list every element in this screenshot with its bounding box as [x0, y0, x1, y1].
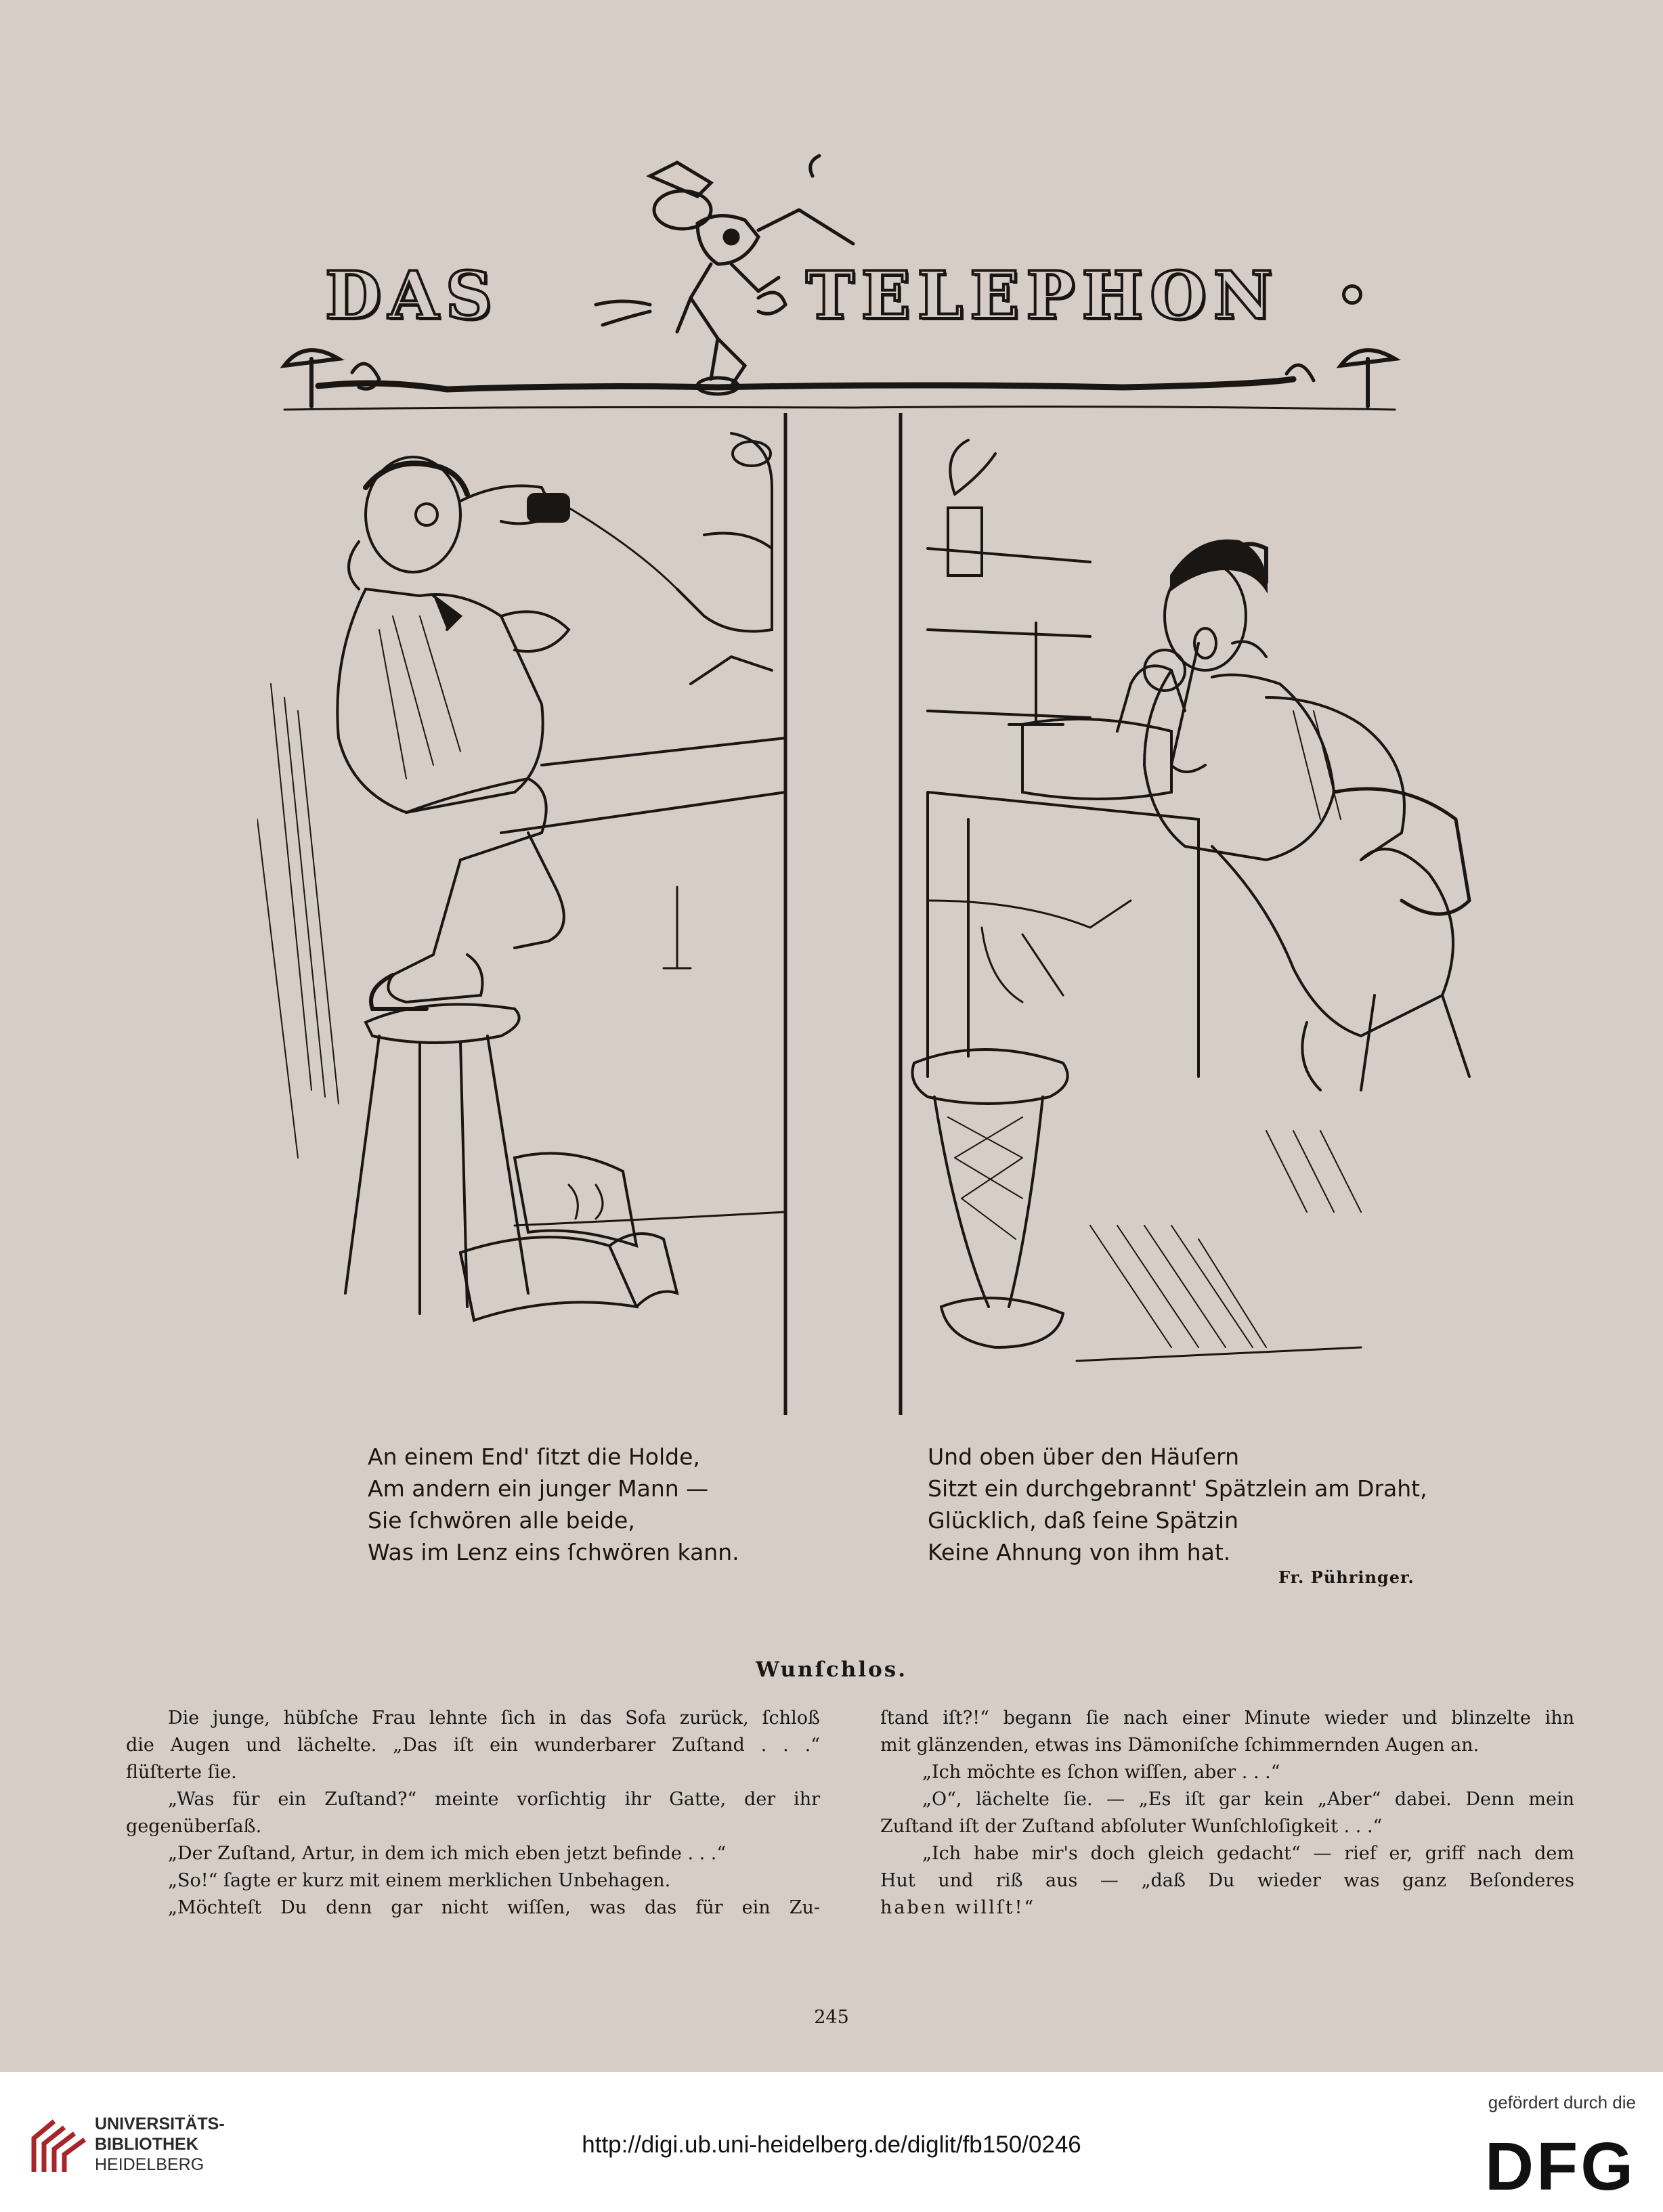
story-line: „Der Zuſtand, Artur, in dem ich mich eben jetzt befinde . . .“ — [168, 1843, 727, 1864]
story-line: „Möchteſt Du denn gar nicht wiſſen, was das für ein Zu- — [168, 1897, 820, 1918]
title-word-right: TELEPHON — [806, 257, 1280, 334]
story-line: „Ich habe mir's doch gleich gedacht“ — rief er, griff nach dem — [922, 1843, 1574, 1864]
poem-line: Sie ſchwören alle beide, — [368, 1507, 635, 1534]
story-line: die Augen und lächelte. „Das iſt ein wunderbarer Zuſtand . . .“ — [126, 1735, 820, 1756]
page-number: 245 — [814, 2007, 849, 2028]
story-right-column — [880, 1705, 1574, 1922]
funding-note: gefördert durch die — [1488, 2092, 1636, 2112]
story-line: „So!“ ſagte er kurz mit einem merklichen Unbehagen. — [168, 1870, 671, 1891]
story-line: ſtand iſt?!“ begann ſie nach einer Minute wieder und blinzelte ihn — [880, 1708, 1574, 1729]
poem-line: Keine Ahnung von ihm hat. — [928, 1539, 1231, 1565]
story-line: „O“, lächelte ſie. — „Es iſt gar kein „Aber“ dabei. Denn mein — [922, 1789, 1574, 1810]
story-line: mit glänzenden, etwas ins Dämoniſche ſchimmernden Augen an. — [880, 1735, 1480, 1756]
illustration-young-man — [257, 413, 799, 1415]
poem-line: Am andern ein junger Mann — — [368, 1475, 709, 1502]
poem-line: Was im Lenz eins ſchwören kann. — [368, 1539, 739, 1565]
poem-line: Glücklich, daß ſeine Spätzin — [928, 1507, 1238, 1534]
story-left-column — [126, 1705, 820, 1922]
illustration-young-woman — [887, 413, 1483, 1415]
poem-author: Fr. Pühringer. — [1278, 1567, 1414, 1587]
story-line: Zuſtand iſt der Zuſtand abſoluter Wunſchloſigkeit . . .“ — [880, 1816, 1383, 1837]
title-word-left: DAS — [325, 257, 500, 334]
dfg-logo: DFG — [1484, 2129, 1636, 2205]
library-line: HEIDELBERG — [95, 2155, 204, 2174]
permalink-url[interactable]: http://digi.ub.uni-heidelberg.de/diglit/fb150/0246 — [582, 2131, 1081, 2158]
poem-left-stanza — [368, 1441, 739, 1568]
story-title: Wunſchlos. — [755, 1657, 908, 1682]
story-line: „Was für ein Zuſtand?“ meinte vorſichtig ihr Gatte, der ihr — [168, 1789, 820, 1810]
story-line: flüſterte ſie. — [126, 1762, 237, 1783]
story-line: gegenüberſaß. — [126, 1816, 262, 1837]
viewer-footer — [0, 2072, 1663, 2212]
title-ornament-dot — [1342, 284, 1362, 305]
story-line: haben willſt!“ — [880, 1897, 1036, 1918]
story-line: Die junge, hübſche Frau lehnte ſich in das Sofa zurück, ſchloß — [168, 1708, 820, 1729]
poem-line: Und oben über den Häuſern — [928, 1444, 1240, 1470]
story-line: „Ich möchte es ſchon wiſſen, aber . . .“ — [922, 1762, 1280, 1783]
library-line: BIBLIOTHEK — [95, 2135, 198, 2154]
poem-line: An einem End' ſitzt die Holde, — [368, 1444, 700, 1470]
story-line: Hut und riß aus — „daß Du wieder was ganz Beſonderes — [880, 1870, 1574, 1891]
library-line: UNIVERSITÄTS- — [95, 2115, 225, 2133]
poem-right-stanza — [928, 1441, 1427, 1568]
poem-line: Sitzt ein durchgebrannt' Spätzlein am Draht, — [928, 1475, 1427, 1502]
